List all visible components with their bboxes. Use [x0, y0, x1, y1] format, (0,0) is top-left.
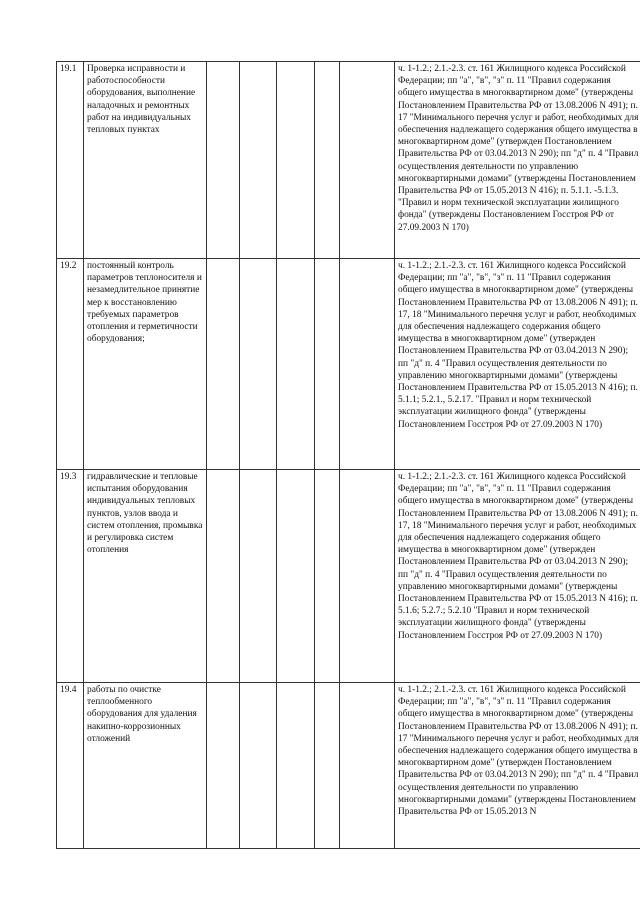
empty-cell [277, 259, 315, 470]
empty-cell [207, 62, 240, 259]
empty-cell [207, 259, 240, 470]
empty-cell [315, 683, 340, 849]
empty-cell [340, 470, 395, 683]
table-row [57, 683, 640, 849]
work-description: гидравлические и тепловые испытания оборудования индивидуальных тепловых пунктов, узлов ввода и систем отопления, промывка и регулировка систем отопления [84, 470, 207, 683]
empty-cell [315, 259, 340, 470]
empty-cell [207, 470, 240, 683]
empty-cell [340, 62, 395, 259]
empty-cell [277, 62, 315, 259]
row-number: 19.2 [57, 259, 84, 470]
empty-cell [315, 470, 340, 683]
empty-cell [340, 683, 395, 849]
table-row [57, 470, 640, 683]
work-description: Проверка исправности и работоспособности оборудования, выполнение наладочных и ремонтных работ на индивидуальных тепловых пунктах [84, 62, 207, 259]
empty-cell [277, 470, 315, 683]
legal-basis: ч. 1-1.2.; 2.1.-2.3. ст. 161 Жилищного кодекса Российской Федерации; пп "а", "в", "з" п. 11 "Правил содержания общего имущества в многоквартирном доме" (утверждены Постановлением Правительства РФ от 13.08.2006 N 491); п. 17 "Минимального перечня услуг и работ, необходимых для обеспечения надлежащего содержания общего имущества в многоквартирном доме" (утвержден Постановлением Правительства РФ от 03.04.2013 N 290); пп "д" п. 4 "Правил осуществления деятельности по управлению многоквартирными домами" (утверждены Постановлением Правительства РФ от 15.05.2013 N [395, 683, 640, 849]
legal-basis: ч. 1-1.2.; 2.1.-2.3. ст. 161 Жилищного кодекса Российской Федерации; пп "а", "в", "з" п. 11 "Правил содержания общего имущества в многоквартирном доме" (утверждены Постановлением Правительства РФ от 13.08.2006 N 491); п. 17 "Минимального перечня услуг и работ, необходимых для обеспечения надлежащего содержания общего имущества в многоквартирном доме" (утвержден Постановлением Правительства РФ от 03.04.2013 N 290); пп "д" п. 4 "Правил осуществления деятельности по управлению многоквартирными домами" (утверждены Постановлением Правительства РФ от 15.05.2013 N 416); п. 5.1.1. -5.1.3. "Правил и норм технической эксплуатации жилищного фонда" (утверждены Постановлением Госстроя РФ от 27.09.2003 N 170) [395, 62, 640, 259]
empty-cell [240, 683, 277, 849]
work-description: постоянный контроль параметров теплоносителя и незамедлительное принятие мер к восстановлению требуемых параметров отопления и герметичности оборудования; [84, 259, 207, 470]
work-description: работы по очистке теплообменного оборудования для удаления накипно-коррозионных отложений [84, 683, 207, 849]
empty-cell [277, 683, 315, 849]
empty-cell [315, 62, 340, 259]
empty-cell [240, 62, 277, 259]
table-row [57, 259, 640, 470]
empty-cell [240, 259, 277, 470]
empty-cell [340, 259, 395, 470]
empty-cell [207, 683, 240, 849]
table-row [57, 62, 640, 259]
legal-basis: ч. 1-1.2.; 2.1.-2.3. ст. 161 Жилищного кодекса Российской Федерации; пп "а", "в", "з" п. 11 "Правил содержания общего имущества в многоквартирном доме" (утверждены Постановлением Правительства РФ от 13.08.2006 N 491); п. 17, 18 "Минимального перечня услуг и работ, необходимых для обеспечения надлежащего содержания общего имущества в многоквартирном доме" (утвержден Постановлением Правительства РФ от 03.04.2013 N 290); пп "д" п. 4 "Правил осуществления деятельности по управлению многоквартирными домами" (утверждены Постановлением Правительства РФ от 15.05.2013 N 416); п. 5.1.6; 5.2.7.; 5.2.10 "Правил и норм технической эксплуатации жилищного фонда" (утверждены Постановлением Госстроя РФ от 27.09.2003 N 170) [395, 470, 640, 683]
row-number: 19.1 [57, 62, 84, 259]
requirements-table [56, 61, 640, 849]
legal-basis: ч. 1-1.2.; 2.1.-2.3. ст. 161 Жилищного кодекса Российской Федерации; пп "а", "в", "з" п. 11 "Правил содержания общего имущества в многоквартирном доме" (утверждены Постановлением Правительства РФ от 13.08.2006 N 491); п. 17, 18 "Минимального перечня услуг и работ, необходимых для обеспечения надлежащего содержания общего имущества в многоквартирном доме" (утвержден Постановлением Правительства РФ от 03.04.2013 N 290); пп "д" п. 4 "Правил осуществления деятельности по управлению многоквартирными домами" (утверждены Постановлением Правительства РФ от 15.05.2013 N 416); п. 5.1.1; 5.2.1., 5.2.17. "Правил и норм технической эксплуатации жилищного фонда" (утверждены Постановлением Госстроя РФ от 27.09.2003 N 170) [395, 259, 640, 470]
row-number: 19.4 [57, 683, 84, 849]
row-number: 19.3 [57, 470, 84, 683]
empty-cell [240, 470, 277, 683]
